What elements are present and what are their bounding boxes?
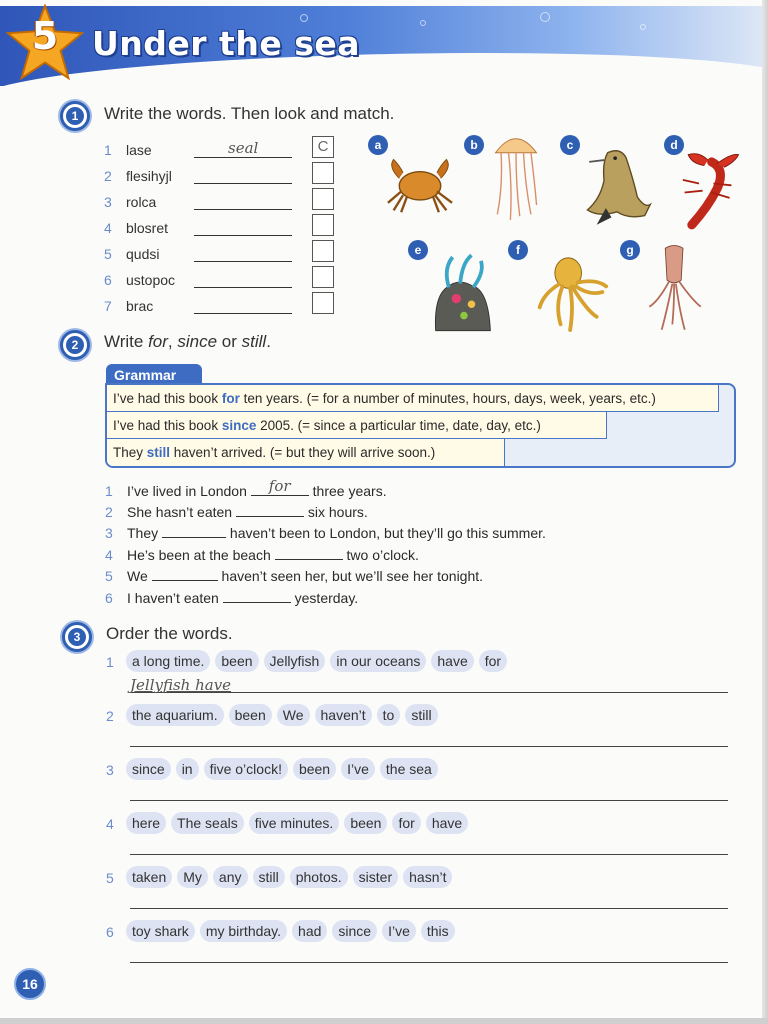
sentence-end: yesterday. bbox=[290, 590, 359, 606]
lobster-icon bbox=[672, 144, 744, 232]
answer-blank[interactable] bbox=[275, 546, 343, 560]
word-chip[interactable]: the aquarium. bbox=[126, 704, 224, 726]
word-chip[interactable]: I’ve bbox=[341, 758, 375, 780]
sentence-start: She hasn’t eaten bbox=[127, 504, 236, 520]
word-row bbox=[104, 194, 344, 216]
word-chip[interactable]: hasn’t bbox=[403, 866, 452, 888]
sentence-end: haven’t seen her, but we’ll see her tonight. bbox=[217, 568, 484, 584]
item-number: 6 bbox=[106, 924, 114, 940]
handwritten-answer: Jellyfish have bbox=[130, 676, 232, 694]
page-number: 16 bbox=[14, 968, 46, 1000]
grammar-rule-since: I’ve had this book since 2005. (= since a particular time, date, day, etc.) bbox=[107, 412, 607, 439]
item-number: 5 bbox=[105, 568, 113, 584]
word-chips bbox=[126, 920, 460, 942]
item-number: 2 bbox=[104, 168, 112, 184]
word-chip[interactable]: since bbox=[332, 920, 377, 942]
word-chips bbox=[126, 812, 473, 834]
picture-label-e: e bbox=[408, 240, 428, 260]
sentence-end: six hours. bbox=[303, 504, 368, 520]
answer-line[interactable] bbox=[130, 746, 728, 747]
answer-blank[interactable] bbox=[152, 567, 218, 581]
sentence-end: haven’t been to London, but they’ll go this summer. bbox=[226, 525, 546, 541]
answer-line[interactable] bbox=[194, 287, 292, 288]
picture-label-d: d bbox=[664, 135, 684, 155]
octopus-icon bbox=[534, 250, 610, 336]
answer-line[interactable] bbox=[194, 261, 292, 262]
item-number: 5 bbox=[106, 870, 114, 886]
answer-blank[interactable] bbox=[236, 503, 304, 517]
sentence-row bbox=[105, 566, 665, 586]
sentence-row bbox=[105, 545, 665, 565]
match-box[interactable] bbox=[312, 214, 334, 236]
word-chip[interactable]: have bbox=[431, 650, 473, 672]
item-number: 1 bbox=[104, 142, 112, 158]
sentence-start: I haven’t eaten bbox=[127, 590, 223, 606]
picture-label-c: c bbox=[560, 135, 580, 155]
seal-icon bbox=[580, 142, 654, 228]
word-chip[interactable]: I’ve bbox=[382, 920, 416, 942]
word-chip[interactable]: in bbox=[176, 758, 199, 780]
item-number: 6 bbox=[104, 272, 112, 288]
picture-label-f: f bbox=[508, 240, 528, 260]
sentence-row bbox=[105, 502, 665, 522]
word-chip[interactable]: five minutes. bbox=[249, 812, 340, 834]
word-row bbox=[104, 246, 344, 268]
item-number: 1 bbox=[106, 654, 114, 670]
word-chip[interactable]: taken bbox=[126, 866, 172, 888]
word-chip[interactable]: for bbox=[479, 650, 507, 672]
item-number: 4 bbox=[106, 816, 114, 832]
picture-label-b: b bbox=[464, 135, 484, 155]
answer-line[interactable] bbox=[130, 854, 728, 855]
order-words-row bbox=[106, 650, 726, 678]
item-number: 4 bbox=[105, 547, 113, 563]
word-chip[interactable]: have bbox=[426, 812, 468, 834]
jellyfish-icon bbox=[488, 128, 544, 226]
word-chip[interactable]: been bbox=[215, 650, 258, 672]
word-chip[interactable]: in our oceans bbox=[330, 650, 426, 672]
answer-blank[interactable] bbox=[162, 524, 226, 538]
sentence-start: We bbox=[127, 568, 152, 584]
scrambled-word: ustopoc bbox=[126, 272, 176, 288]
word-chips bbox=[126, 650, 512, 672]
scrambled-word: flesihyjl bbox=[126, 168, 172, 184]
match-box[interactable]: C bbox=[312, 136, 334, 158]
grammar-box bbox=[105, 383, 736, 468]
handwritten-answer: seal bbox=[228, 139, 259, 157]
word-chip[interactable]: The seals bbox=[171, 812, 244, 834]
word-chip[interactable]: haven’t bbox=[315, 704, 372, 726]
word-chip[interactable]: to bbox=[377, 704, 401, 726]
word-chip[interactable]: any bbox=[213, 866, 248, 888]
word-chip[interactable]: this bbox=[421, 920, 455, 942]
crab-icon bbox=[380, 150, 460, 216]
answer-blank[interactable] bbox=[223, 589, 291, 603]
word-row bbox=[104, 298, 344, 320]
match-box[interactable] bbox=[312, 266, 334, 288]
answer-line[interactable] bbox=[194, 183, 292, 184]
word-chip[interactable]: here bbox=[126, 812, 166, 834]
grammar-tab: Grammar bbox=[106, 364, 202, 386]
word-chip[interactable]: my birthday. bbox=[200, 920, 287, 942]
unit-number: 5 bbox=[31, 14, 59, 58]
sentence-start: I’ve lived in London bbox=[127, 483, 251, 499]
item-number: 4 bbox=[104, 220, 112, 236]
item-number: 5 bbox=[104, 246, 112, 262]
word-chip[interactable]: photos. bbox=[290, 866, 348, 888]
word-chip[interactable]: the sea bbox=[380, 758, 438, 780]
scrambled-word: lase bbox=[126, 142, 152, 158]
item-number: 6 bbox=[105, 590, 113, 606]
match-box[interactable] bbox=[312, 162, 334, 184]
word-chip[interactable]: still bbox=[405, 704, 437, 726]
scrambled-word: brac bbox=[126, 298, 154, 314]
sentence-row bbox=[105, 588, 665, 608]
sentence-start: He’s been at the beach bbox=[127, 547, 275, 563]
word-chip[interactable]: been bbox=[344, 812, 387, 834]
match-box[interactable] bbox=[312, 292, 334, 314]
order-words-row bbox=[106, 812, 726, 840]
word-chip[interactable]: Jellyfish bbox=[264, 650, 326, 672]
word-chip[interactable]: We bbox=[277, 704, 310, 726]
picture-label-g: g bbox=[620, 240, 640, 260]
answer-blank[interactable] bbox=[251, 477, 309, 496]
exercise-3-instruction: Order the words. bbox=[106, 624, 233, 643]
unit-title: Under the sea bbox=[92, 24, 360, 63]
word-chip[interactable]: My bbox=[177, 866, 208, 888]
exercise-3-badge: 3 bbox=[62, 622, 92, 652]
answer-line[interactable] bbox=[194, 235, 292, 236]
sentence-end: three years. bbox=[308, 483, 387, 499]
item-number: 2 bbox=[105, 504, 113, 520]
scrambled-word: rolca bbox=[126, 194, 157, 210]
word-chip[interactable]: for bbox=[392, 812, 420, 834]
item-number: 7 bbox=[104, 298, 112, 314]
handwritten-answer: for bbox=[268, 477, 291, 495]
answer-line[interactable] bbox=[130, 908, 728, 909]
exercise-1-instruction: Write the words. Then look and match. bbox=[104, 104, 395, 123]
word-chip[interactable]: had bbox=[292, 920, 327, 942]
word-chip[interactable]: a long time. bbox=[126, 650, 210, 672]
answer-line[interactable] bbox=[194, 209, 292, 210]
word-chip[interactable]: since bbox=[126, 758, 171, 780]
word-chips bbox=[126, 704, 443, 726]
item-number: 2 bbox=[106, 708, 114, 724]
word-chip[interactable]: five o’clock! bbox=[204, 758, 288, 780]
match-box[interactable] bbox=[312, 240, 334, 262]
word-chip[interactable]: been bbox=[229, 704, 272, 726]
item-number: 3 bbox=[105, 525, 113, 541]
order-words-row bbox=[106, 758, 726, 786]
word-chips bbox=[126, 758, 443, 780]
answer-line[interactable] bbox=[130, 800, 728, 801]
coral-icon bbox=[430, 248, 496, 336]
scrambled-word: qudsi bbox=[126, 246, 160, 262]
exercise-1-badge: 1 bbox=[60, 101, 90, 131]
match-box[interactable] bbox=[312, 188, 334, 210]
exercise-2-badge: 2 bbox=[60, 330, 90, 360]
order-words-row bbox=[106, 866, 726, 894]
word-chip[interactable]: toy shark bbox=[126, 920, 195, 942]
word-row bbox=[104, 272, 344, 294]
answer-line[interactable] bbox=[194, 313, 292, 314]
grammar-rule-for: I’ve had this book for ten years. (= for a number of minutes, hours, days, week, years, etc.) bbox=[107, 385, 719, 412]
item-number: 3 bbox=[106, 762, 114, 778]
exercise-2-instruction: Write for, since or still. bbox=[104, 332, 271, 351]
sentence-row bbox=[105, 523, 665, 543]
word-chip[interactable]: been bbox=[293, 758, 336, 780]
squid-icon bbox=[644, 240, 706, 338]
item-number: 1 bbox=[105, 483, 113, 499]
word-chips bbox=[126, 866, 457, 888]
answer-line[interactable] bbox=[130, 962, 728, 963]
scrambled-word: blosret bbox=[126, 220, 169, 236]
word-row bbox=[104, 168, 344, 190]
word-row bbox=[104, 220, 344, 242]
item-number: 3 bbox=[104, 194, 112, 210]
word-chip[interactable]: still bbox=[253, 866, 285, 888]
grammar-rule-still: They still haven’t arrived. (= but they will arrive soon.) bbox=[107, 439, 505, 466]
word-chip[interactable]: sister bbox=[353, 866, 398, 888]
sentence-end: two o’clock. bbox=[342, 547, 419, 563]
order-words-row bbox=[106, 704, 726, 732]
sentence-start: They bbox=[127, 525, 163, 541]
sentence-row bbox=[105, 477, 665, 501]
answer-line[interactable] bbox=[194, 157, 292, 158]
picture-label-a: a bbox=[368, 135, 388, 155]
word-row bbox=[104, 138, 344, 164]
order-words-row bbox=[106, 920, 726, 948]
